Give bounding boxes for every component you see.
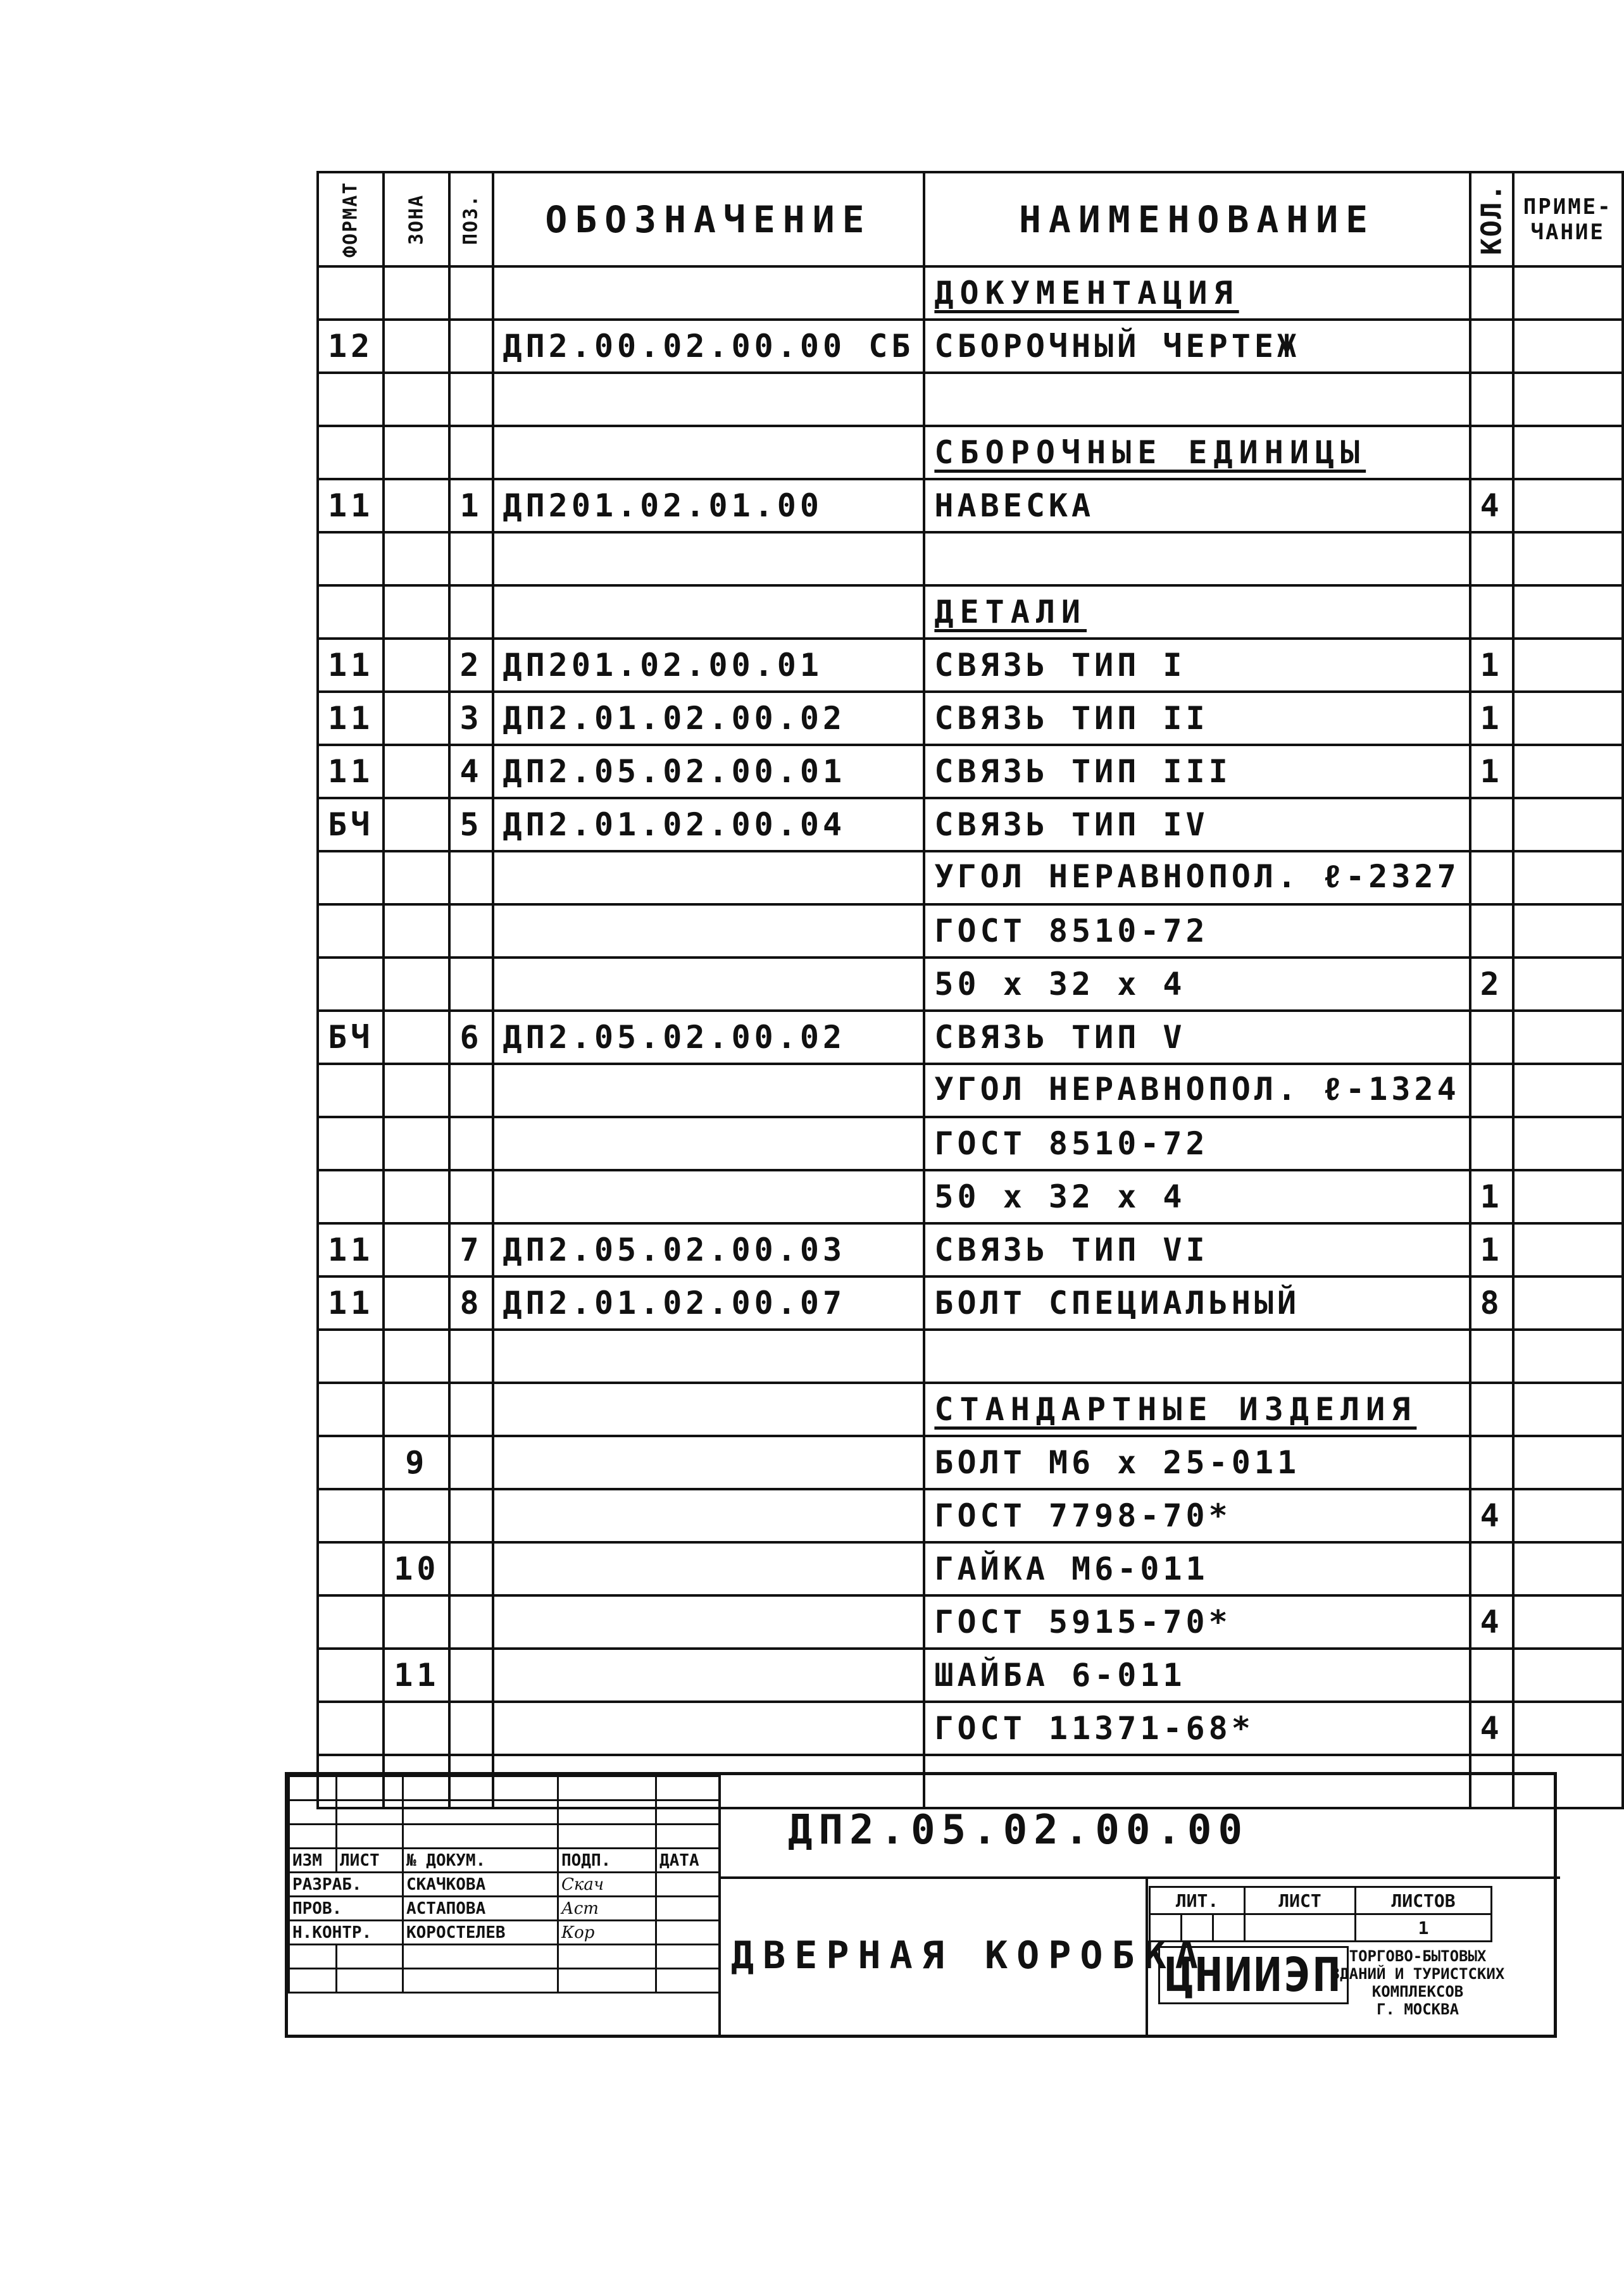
cell-name: ШАЙБА 6-011	[924, 1649, 1470, 1702]
lit-label: ЛИТ.	[1150, 1887, 1245, 1914]
signature-checker: Аст	[558, 1897, 656, 1921]
header-zone: ЗОНА	[384, 172, 449, 266]
table-row	[318, 1276, 1623, 1330]
cell-designation	[493, 1117, 925, 1170]
cell-qty	[1470, 532, 1513, 585]
cell-note	[1513, 1117, 1623, 1170]
cell-note	[1513, 904, 1623, 958]
table-row	[318, 1170, 1623, 1223]
cell-format: 11	[318, 479, 384, 532]
role-normcontrol: Н.КОНТР.	[289, 1921, 403, 1945]
cell-format	[318, 1649, 384, 1702]
cell-qty: 1	[1470, 745, 1513, 798]
cell-pos	[449, 851, 492, 904]
cell-format: 12	[318, 320, 384, 373]
sheet-label: ЛИСТ	[1245, 1887, 1356, 1914]
cell-note	[1513, 479, 1623, 532]
cell-pos	[449, 1489, 492, 1542]
cell-format: 11	[318, 1276, 384, 1330]
cell-note	[1513, 1064, 1623, 1117]
cell-designation	[493, 1489, 925, 1542]
cell-pos	[449, 1702, 492, 1755]
sheet-info-table	[1149, 1886, 1492, 1942]
cell-note	[1513, 1223, 1623, 1276]
cell-qty: 1	[1470, 639, 1513, 692]
cell-designation	[493, 1170, 925, 1223]
cell-pos: 8	[449, 1276, 492, 1330]
cell-format	[318, 904, 384, 958]
cell-pos: 3	[449, 692, 492, 745]
cell-pos: 5	[449, 798, 492, 851]
cell-name: 50 x 32 x 4	[924, 958, 1470, 1011]
cell-designation	[493, 532, 925, 585]
title-block-grid	[288, 1775, 720, 1994]
label-list: ЛИСТ	[337, 1849, 403, 1873]
signature-developer: Скач	[558, 1873, 656, 1897]
specification-table	[316, 171, 1624, 1809]
cell-qty	[1470, 904, 1513, 958]
cell-designation: ДП201.02.01.00	[493, 479, 925, 532]
cell-qty	[1470, 1011, 1513, 1064]
table-row	[318, 1702, 1623, 1755]
cell-zone	[384, 1489, 449, 1542]
cell-pos	[449, 1064, 492, 1117]
cell-note	[1513, 1595, 1623, 1649]
cell-zone	[384, 692, 449, 745]
cell-designation: ДП201.02.00.01	[493, 639, 925, 692]
cell-format	[318, 532, 384, 585]
cell-format	[318, 1064, 384, 1117]
cell-note	[1513, 1489, 1623, 1542]
cell-name: БОЛТ СПЕЦИАЛЬНЫЙ	[924, 1276, 1470, 1330]
cell-format: 11	[318, 692, 384, 745]
cell-qty: 4	[1470, 1489, 1513, 1542]
header-qty: КОЛ.	[1470, 172, 1513, 266]
cell-zone	[384, 798, 449, 851]
cell-name	[924, 532, 1470, 585]
cell-designation	[493, 1649, 925, 1702]
table-row	[318, 585, 1623, 639]
cell-format	[318, 1383, 384, 1436]
cell-zone: 9	[384, 1436, 449, 1489]
cell-name: ДЕТАЛИ	[924, 585, 1470, 639]
cell-pos: 6	[449, 1011, 492, 1064]
cell-designation	[493, 266, 925, 320]
staff-row-developer	[289, 1873, 720, 1897]
cell-qty	[1470, 1064, 1513, 1117]
cell-pos	[449, 1117, 492, 1170]
cell-name: СВЯЗЬ ТИП IV	[924, 798, 1470, 851]
cell-name: ДОКУМЕНТАЦИЯ	[924, 266, 1470, 320]
cell-zone	[384, 1702, 449, 1755]
cell-name: СБОРОЧНЫЙ ЧЕРТЕЖ	[924, 320, 1470, 373]
cell-format	[318, 1436, 384, 1489]
cell-name: УГОЛ НЕРАВНОПОЛ. ℓ-2327	[924, 851, 1470, 904]
cell-format	[318, 1117, 384, 1170]
cell-qty	[1470, 585, 1513, 639]
cell-note	[1513, 851, 1623, 904]
staff-row-checker	[289, 1897, 720, 1921]
table-row	[318, 745, 1623, 798]
label-ndoc: № ДОКУМ.	[403, 1849, 558, 1873]
org-line: КОМПЛЕКСОВ	[1371, 1983, 1464, 2000]
cell-format	[318, 426, 384, 479]
cell-name	[924, 1330, 1470, 1383]
header-pos: ПОЗ.	[449, 172, 492, 266]
cell-qty: 1	[1470, 1223, 1513, 1276]
cell-zone	[384, 532, 449, 585]
table-row	[318, 1649, 1623, 1702]
cell-format	[318, 1489, 384, 1542]
name-developer: СКАЧКОВА	[403, 1873, 558, 1897]
cell-note	[1513, 692, 1623, 745]
cell-note	[1513, 266, 1623, 320]
title-block-label-row	[289, 1849, 720, 1873]
cell-pos	[449, 532, 492, 585]
cell-name: УГОЛ НЕРАВНОПОЛ. ℓ-1324	[924, 1064, 1470, 1117]
header-note: ПРИМЕ-ЧАНИЕ	[1513, 172, 1623, 266]
cell-qty	[1470, 1330, 1513, 1383]
cell-format: 11	[318, 639, 384, 692]
cell-zone	[384, 1595, 449, 1649]
cell-pos	[449, 320, 492, 373]
cell-zone	[384, 320, 449, 373]
org-line: ТОРГОВО-БЫТОВЫХ	[1349, 1947, 1487, 1965]
cell-format	[318, 958, 384, 1011]
cell-designation	[493, 904, 925, 958]
cell-zone	[384, 266, 449, 320]
cell-qty: 1	[1470, 692, 1513, 745]
cell-designation	[493, 1383, 925, 1436]
table-row	[318, 639, 1623, 692]
cell-qty	[1470, 320, 1513, 373]
cell-name: ГОСТ 8510-72	[924, 904, 1470, 958]
cell-format	[318, 1542, 384, 1595]
table-row	[318, 479, 1623, 532]
cell-qty	[1470, 1383, 1513, 1436]
cell-format	[318, 585, 384, 639]
cell-format: БЧ	[318, 798, 384, 851]
cell-name: ГАЙКА М6-011	[924, 1542, 1470, 1595]
header-format: ФОРМАТ	[318, 172, 384, 266]
cell-name: ГОСТ 11371-68*	[924, 1702, 1470, 1755]
org-line: Г. МОСКВА	[1376, 2000, 1459, 2018]
cell-format	[318, 1702, 384, 1755]
table-row	[318, 1489, 1623, 1542]
table-row	[318, 1223, 1623, 1276]
cell-format	[318, 266, 384, 320]
cell-pos	[449, 585, 492, 639]
cell-qty	[1470, 798, 1513, 851]
cell-zone	[384, 1117, 449, 1170]
cell-designation: ДП2.05.02.00.01	[493, 745, 925, 798]
cell-qty: 8	[1470, 1276, 1513, 1330]
cell-qty: 4	[1470, 1595, 1513, 1649]
name-checker: АСТАПОВА	[403, 1897, 558, 1921]
cell-zone	[384, 904, 449, 958]
cell-name: СВЯЗЬ ТИП III	[924, 745, 1470, 798]
cell-name: ГОСТ 5915-70*	[924, 1595, 1470, 1649]
cell-designation: ДП2.01.02.00.04	[493, 798, 925, 851]
table-row	[318, 1117, 1623, 1170]
cell-format	[318, 851, 384, 904]
cell-zone: 11	[384, 1649, 449, 1702]
cell-name: ГОСТ 7798-70*	[924, 1489, 1470, 1542]
cell-pos	[449, 373, 492, 426]
cell-qty	[1470, 1649, 1513, 1702]
cell-name: БОЛТ М6 x 25-011	[924, 1436, 1470, 1489]
cell-designation: ДП2.01.02.00.02	[493, 692, 925, 745]
title-divider	[718, 1876, 1560, 1879]
cell-qty	[1470, 1436, 1513, 1489]
cell-designation	[493, 585, 925, 639]
cell-name	[924, 373, 1470, 426]
cell-note	[1513, 585, 1623, 639]
cell-format	[318, 1330, 384, 1383]
cell-zone	[384, 479, 449, 532]
staff-row-normcontrol	[289, 1921, 720, 1945]
name-normcontrol: КОРОСТЕЛЕВ	[403, 1921, 558, 1945]
cell-note	[1513, 958, 1623, 1011]
cell-note	[1513, 1330, 1623, 1383]
organization-logo: ЦНИИЭП	[1158, 1946, 1349, 2004]
cell-zone	[384, 585, 449, 639]
cell-name: СВЯЗЬ ТИП II	[924, 692, 1470, 745]
table-row	[318, 692, 1623, 745]
cell-pos	[449, 426, 492, 479]
cell-designation: ДП2.00.02.00.00 СБ	[493, 320, 925, 373]
cell-qty	[1470, 426, 1513, 479]
table-row	[318, 1064, 1623, 1117]
cell-designation: ДП2.01.02.00.07	[493, 1276, 925, 1330]
cell-pos	[449, 1383, 492, 1436]
cell-pos	[449, 904, 492, 958]
cell-zone	[384, 639, 449, 692]
cell-designation	[493, 1542, 925, 1595]
cell-designation: ДП2.05.02.00.03	[493, 1223, 925, 1276]
cell-zone	[384, 745, 449, 798]
cell-note	[1513, 1011, 1623, 1064]
cell-designation	[493, 1436, 925, 1489]
organization-name	[1310, 1947, 1525, 2018]
cell-name: СВЯЗЬ ТИП I	[924, 639, 1470, 692]
cell-note	[1513, 1542, 1623, 1595]
cell-zone	[384, 1011, 449, 1064]
cell-pos: 1	[449, 479, 492, 532]
cell-pos	[449, 958, 492, 1011]
cell-name: 50 x 32 x 4	[924, 1170, 1470, 1223]
cell-zone	[384, 958, 449, 1011]
header-row	[318, 172, 1623, 266]
cell-format: 11	[318, 745, 384, 798]
cell-note	[1513, 532, 1623, 585]
cell-format: БЧ	[318, 1011, 384, 1064]
signature-normcontrol: Кор	[558, 1921, 656, 1945]
cell-note	[1513, 639, 1623, 692]
cell-pos	[449, 1330, 492, 1383]
cell-name: НАВЕСКА	[924, 479, 1470, 532]
cell-zone	[384, 1276, 449, 1330]
table-row	[318, 798, 1623, 851]
cell-name: ГОСТ 8510-72	[924, 1117, 1470, 1170]
table-row	[318, 532, 1623, 585]
cell-note	[1513, 426, 1623, 479]
cell-note	[1513, 798, 1623, 851]
cell-zone	[384, 1223, 449, 1276]
cell-note	[1513, 1276, 1623, 1330]
cell-zone	[384, 1330, 449, 1383]
header-name: НАИМЕНОВАНИЕ	[924, 172, 1470, 266]
cell-note	[1513, 1436, 1623, 1489]
cell-designation	[493, 958, 925, 1011]
cell-format: 11	[318, 1223, 384, 1276]
cell-note	[1513, 1383, 1623, 1436]
table-row	[318, 1542, 1623, 1595]
cell-qty	[1470, 851, 1513, 904]
cell-pos	[449, 1595, 492, 1649]
cell-pos: 2	[449, 639, 492, 692]
cell-note	[1513, 320, 1623, 373]
cell-name: СБОРОЧНЫЕ ЕДИНИЦЫ	[924, 426, 1470, 479]
cell-zone	[384, 373, 449, 426]
cell-name: СВЯЗЬ ТИП VI	[924, 1223, 1470, 1276]
cell-designation	[493, 851, 925, 904]
cell-note	[1513, 1170, 1623, 1223]
table-row	[318, 1383, 1623, 1436]
sheets-label: ЛИСТОВ	[1356, 1887, 1492, 1914]
cell-designation: ДП2.05.02.00.02	[493, 1011, 925, 1064]
cell-qty: 4	[1470, 1702, 1513, 1755]
cell-qty	[1470, 373, 1513, 426]
cell-note	[1513, 1702, 1623, 1755]
label-izm: ИЗМ	[289, 1849, 337, 1873]
document-code: ДП2.05.02.00.00	[788, 1807, 1249, 1854]
cell-zone	[384, 851, 449, 904]
cell-designation	[493, 426, 925, 479]
table-row	[318, 1011, 1623, 1064]
cell-qty	[1470, 266, 1513, 320]
cell-name: СВЯЗЬ ТИП V	[924, 1011, 1470, 1064]
table-row	[318, 958, 1623, 1011]
specification-body	[318, 266, 1623, 1808]
title-block	[285, 1772, 1557, 2038]
document-name: ДВЕРНАЯ КОРОБКА	[731, 1933, 1207, 1978]
cell-qty	[1470, 1117, 1513, 1170]
sheets-value: 1	[1356, 1914, 1492, 1942]
org-line: ЗДАНИЙ И ТУРИСТСКИХ	[1330, 1965, 1505, 1983]
cell-note	[1513, 373, 1623, 426]
title-divider	[718, 1775, 721, 2038]
cell-format	[318, 373, 384, 426]
cell-qty	[1470, 1542, 1513, 1595]
cell-qty: 4	[1470, 479, 1513, 532]
cell-zone	[384, 426, 449, 479]
cell-pos	[449, 266, 492, 320]
table-row	[318, 426, 1623, 479]
cell-zone	[384, 1064, 449, 1117]
label-podp: ПОДП.	[558, 1849, 656, 1873]
cell-qty: 1	[1470, 1170, 1513, 1223]
table-row	[318, 1436, 1623, 1489]
cell-pos: 7	[449, 1223, 492, 1276]
cell-zone	[384, 1170, 449, 1223]
role-developer: РАЗРАБ.	[289, 1873, 403, 1897]
cell-pos	[449, 1649, 492, 1702]
cell-name: СТАНДАРТНЫЕ ИЗДЕЛИЯ	[924, 1383, 1470, 1436]
role-checker: ПРОВ.	[289, 1897, 403, 1921]
table-row	[318, 1595, 1623, 1649]
cell-pos	[449, 1170, 492, 1223]
cell-zone	[384, 1383, 449, 1436]
label-data: ДАТА	[656, 1849, 720, 1873]
table-row	[318, 373, 1623, 426]
cell-pos	[449, 1542, 492, 1595]
table-row	[318, 904, 1623, 958]
cell-zone: 10	[384, 1542, 449, 1595]
cell-note	[1513, 1649, 1623, 1702]
cell-format	[318, 1595, 384, 1649]
table-row	[318, 266, 1623, 320]
cell-designation	[493, 1595, 925, 1649]
cell-pos: 4	[449, 745, 492, 798]
table-row	[318, 320, 1623, 373]
cell-designation	[493, 1702, 925, 1755]
cell-designation	[493, 1330, 925, 1383]
cell-qty: 2	[1470, 958, 1513, 1011]
table-row	[318, 851, 1623, 904]
cell-designation	[493, 1064, 925, 1117]
drawing-sheet	[292, 171, 1613, 2018]
header-designation: ОБОЗНАЧЕНИЕ	[493, 172, 925, 266]
table-row	[318, 1330, 1623, 1383]
cell-pos	[449, 1436, 492, 1489]
cell-note	[1513, 745, 1623, 798]
cell-designation	[493, 373, 925, 426]
cell-format	[318, 1170, 384, 1223]
